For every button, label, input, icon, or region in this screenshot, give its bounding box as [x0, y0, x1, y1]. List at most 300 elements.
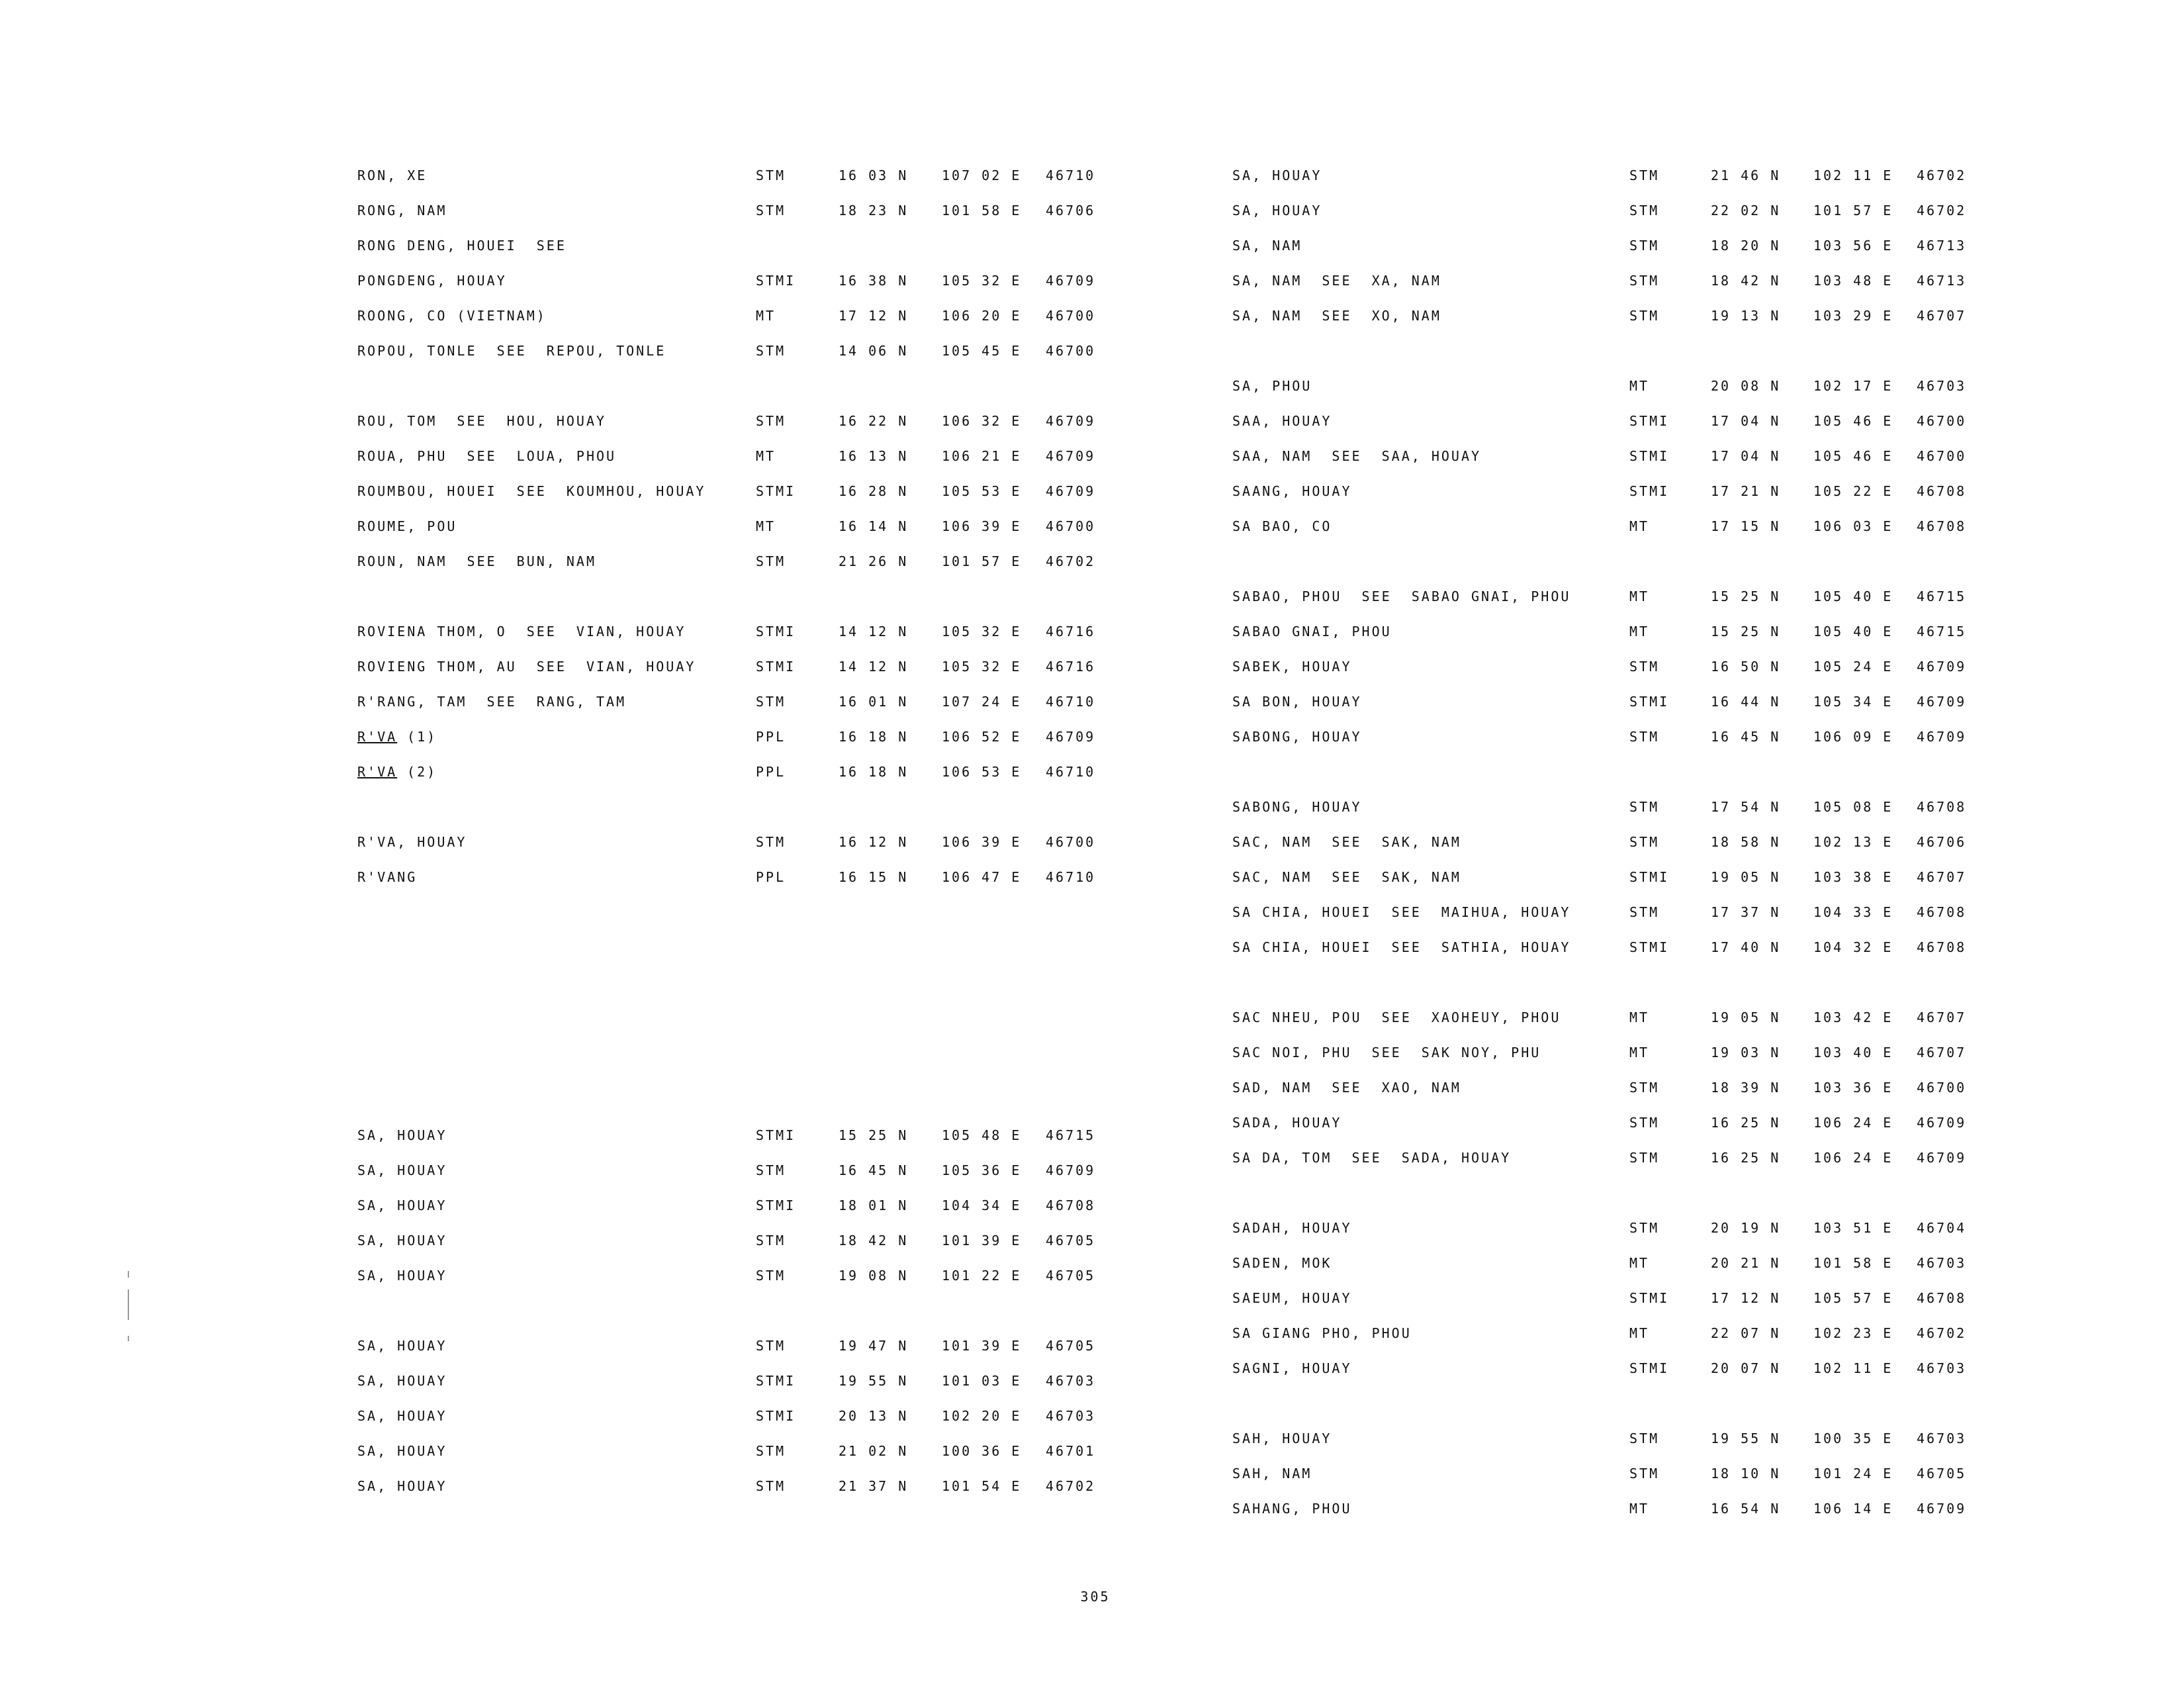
feature-designation: MT: [1629, 1501, 1650, 1517]
scan-margin-mark: [128, 1271, 129, 1278]
map-sheet-code: 46707: [1917, 869, 1967, 885]
feature-designation: MT: [1629, 1045, 1650, 1060]
map-sheet-code: 46701: [1046, 1443, 1096, 1459]
feature-designation: STMI: [756, 659, 796, 675]
longitude: 101 54 E: [942, 1478, 1022, 1494]
map-sheet-code: 46709: [1917, 694, 1967, 710]
latitude: 18 01 N: [839, 1197, 909, 1213]
map-sheet-code: 46715: [1917, 588, 1967, 604]
longitude: 105 32 E: [942, 624, 1022, 639]
latitude: 17 04 N: [1711, 448, 1781, 464]
longitude: 105 34 E: [1813, 694, 1893, 710]
longitude: 105 24 E: [1813, 659, 1893, 675]
place-name: SAH, HOUAY: [1232, 1430, 1332, 1446]
latitude: 21 26 N: [839, 553, 909, 569]
place-name: R'VA: [357, 729, 398, 745]
latitude: 20 08 N: [1711, 378, 1781, 394]
feature-designation: STMI: [756, 273, 796, 289]
map-sheet-code: 46703: [1046, 1373, 1096, 1389]
feature-designation: MT: [756, 518, 776, 534]
scan-margin-mark: [128, 1336, 129, 1341]
feature-designation: STM: [1629, 1466, 1660, 1481]
longitude: 106 53 E: [942, 764, 1022, 780]
map-sheet-code: 46707: [1917, 1045, 1967, 1060]
place-name: SA CHIA, HOUEI SEE SATHIA, HOUAY: [1232, 939, 1571, 955]
gazetteer-entry: [0, 902, 2184, 922]
gazetteer-entry: [0, 797, 2184, 817]
latitude: 15 25 N: [1711, 624, 1781, 639]
map-sheet-code: 46710: [1046, 167, 1096, 183]
map-sheet-code: 46713: [1917, 238, 1967, 254]
map-sheet-code: 46704: [1917, 1220, 1967, 1236]
map-sheet-code: 46708: [1917, 904, 1967, 920]
place-name: SA, HOUAY: [357, 1268, 447, 1284]
gazetteer-entry: [0, 937, 2184, 957]
latitude: 18 23 N: [839, 203, 909, 218]
gazetteer-entry: [0, 1253, 2184, 1273]
longitude: 106 52 E: [942, 729, 1022, 745]
map-sheet-code: 46708: [1046, 1197, 1096, 1213]
map-sheet-code: 46708: [1917, 1290, 1967, 1306]
place-name: SAC, NAM SEE SAK, NAM: [1232, 834, 1461, 850]
gazetteer-entry: [0, 411, 2184, 431]
latitude: 16 03 N: [839, 167, 909, 183]
place-name: SA, HOUAY: [1232, 167, 1322, 183]
latitude: 16 28 N: [839, 483, 909, 499]
latitude: 16 18 N: [839, 764, 909, 780]
latitude: 16 15 N: [839, 869, 909, 885]
latitude: 19 55 N: [839, 1373, 909, 1389]
latitude: 20 19 N: [1711, 1220, 1781, 1236]
entry-qualifier: (2): [397, 764, 437, 780]
longitude: 102 11 E: [1813, 1360, 1893, 1376]
latitude: 19 03 N: [1711, 1045, 1781, 1060]
place-name: SAD, NAM SEE XAO, NAM: [1232, 1080, 1461, 1096]
longitude: 104 32 E: [1813, 939, 1893, 955]
gazetteer-entry: [0, 1043, 2184, 1062]
feature-designation: MT: [1629, 518, 1650, 534]
latitude: 17 12 N: [839, 308, 909, 324]
place-name: SAA, NAM SEE SAA, HOUAY: [1232, 448, 1482, 464]
longitude: 106 03 E: [1813, 518, 1893, 534]
longitude: 106 09 E: [1813, 729, 1893, 745]
longitude: 102 17 E: [1813, 378, 1893, 394]
map-sheet-code: 46702: [1917, 203, 1967, 218]
place-name: R'RANG, TAM SEE RANG, TAM: [357, 694, 627, 710]
feature-designation: MT: [1629, 1325, 1650, 1341]
feature-designation: STM: [756, 1233, 786, 1248]
map-sheet-code: 46703: [1917, 1430, 1967, 1446]
longitude: 102 23 E: [1813, 1325, 1893, 1341]
scan-margin-mark: [128, 1289, 129, 1320]
place-name: R'VA, HOUAY: [357, 834, 467, 850]
feature-designation: STM: [756, 413, 786, 429]
map-sheet-code: 46709: [1046, 729, 1096, 745]
feature-designation: STM: [1629, 273, 1660, 289]
latitude: 19 55 N: [1711, 1430, 1781, 1446]
longitude: 103 42 E: [1813, 1009, 1893, 1025]
gazetteer-entry: [0, 1429, 2184, 1448]
map-sheet-code: 46700: [1917, 1080, 1967, 1096]
longitude: 107 24 E: [942, 694, 1022, 710]
place-name: ROPOU, TONLE SEE REPOU, TONLE: [357, 343, 666, 359]
gazetteer-entry: [0, 446, 2184, 466]
place-name: SAHANG, PHOU: [1232, 1501, 1352, 1517]
map-sheet-code: 46716: [1046, 659, 1096, 675]
gazetteer-entry: [0, 1113, 2184, 1133]
place-name: SA DA, TOM SEE SADA, HOUAY: [1232, 1150, 1512, 1166]
latitude: 18 39 N: [1711, 1080, 1781, 1096]
place-name: SA BON, HOUAY: [1232, 694, 1362, 710]
latitude: 16 44 N: [1711, 694, 1781, 710]
place-name: ROVIENA THOM, O SEE VIAN, HOUAY: [357, 624, 686, 639]
latitude: 19 13 N: [1711, 308, 1781, 324]
latitude: 16 01 N: [839, 694, 909, 710]
place-name: SAC NHEU, POU SEE XAOHEUY, PHOU: [1232, 1009, 1561, 1025]
place-name: SA, HOUAY: [357, 1478, 447, 1494]
map-sheet-code: 46700: [1046, 343, 1096, 359]
feature-designation: STM: [756, 1268, 786, 1284]
latitude: 16 54 N: [1711, 1501, 1781, 1517]
feature-designation: STM: [1629, 203, 1660, 218]
latitude: 15 25 N: [1711, 588, 1781, 604]
feature-designation: STM: [1629, 1115, 1660, 1131]
gazetteer-entry: [0, 586, 2184, 606]
gazetteer-entry: [0, 1358, 2184, 1378]
longitude: 103 29 E: [1813, 308, 1893, 324]
gazetteer-entry: [0, 1499, 2184, 1519]
feature-designation: STMI: [1629, 694, 1670, 710]
place-name: ROUN, NAM SEE BUN, NAM: [357, 553, 596, 569]
map-sheet-code: 46702: [1917, 167, 1967, 183]
map-sheet-code: 46705: [1046, 1338, 1096, 1354]
gazetteer-entry: [0, 376, 2184, 396]
map-sheet-code: 46709: [1917, 659, 1967, 675]
place-name: SA, HOUAY: [357, 1197, 447, 1213]
longitude: 103 51 E: [1813, 1220, 1893, 1236]
place-name: RONG, NAM: [357, 203, 447, 218]
gazetteer-entry: [0, 622, 2184, 641]
latitude: 17 21 N: [1711, 483, 1781, 499]
feature-designation: STMI: [756, 1127, 796, 1143]
longitude: 103 56 E: [1813, 238, 1893, 254]
place-name: SA, HOUAY: [357, 1443, 447, 1459]
feature-designation: STMI: [756, 624, 796, 639]
feature-designation: STMI: [756, 1373, 796, 1389]
latitude: 16 50 N: [1711, 659, 1781, 675]
feature-designation: STM: [756, 1478, 786, 1494]
place-name: ROONG, CO (VIETNAM): [357, 308, 547, 324]
place-name: SA, HOUAY: [1232, 203, 1322, 218]
longitude: 106 14 E: [1813, 1501, 1893, 1517]
feature-designation: STMI: [1629, 483, 1670, 499]
gazetteer-entry: [0, 481, 2184, 501]
latitude: 21 02 N: [839, 1443, 909, 1459]
feature-designation: STM: [756, 167, 786, 183]
gazetteer-entry: [0, 867, 2184, 887]
feature-designation: STM: [1629, 904, 1660, 920]
feature-designation: STM: [756, 694, 786, 710]
latitude: 14 06 N: [839, 343, 909, 359]
feature-designation: STMI: [1629, 1290, 1670, 1306]
longitude: 101 57 E: [1813, 203, 1893, 218]
longitude: 106 39 E: [942, 518, 1022, 534]
map-sheet-code: 46700: [1046, 518, 1096, 534]
latitude: 14 12 N: [839, 659, 909, 675]
map-sheet-code: 46702: [1046, 1478, 1096, 1494]
place-name: SAANG, HOUAY: [1232, 483, 1352, 499]
map-sheet-code: 46700: [1046, 308, 1096, 324]
latitude: 16 18 N: [839, 729, 909, 745]
place-name: ROVIENG THOM, AU SEE VIAN, HOUAY: [357, 659, 696, 675]
longitude: 103 38 E: [1813, 869, 1893, 885]
map-sheet-code: 46700: [1917, 448, 1967, 464]
feature-designation: MT: [1629, 1009, 1650, 1025]
latitude: 14 12 N: [839, 624, 909, 639]
place-name: SA, HOUAY: [357, 1408, 447, 1424]
map-sheet-code: 46709: [1046, 413, 1096, 429]
place-name: SABEK, HOUAY: [1232, 659, 1352, 675]
place-name: SA, NAM: [1232, 238, 1302, 254]
longitude: 105 36 E: [942, 1162, 1022, 1178]
feature-designation: MT: [1629, 588, 1650, 604]
feature-designation: MT: [1629, 378, 1650, 394]
place-name: SAH, NAM: [1232, 1466, 1312, 1481]
map-sheet-code: 46708: [1917, 799, 1967, 815]
place-name: SAA, HOUAY: [1232, 413, 1332, 429]
latitude: 16 45 N: [839, 1162, 909, 1178]
longitude: 100 36 E: [942, 1443, 1022, 1459]
latitude: 22 02 N: [1711, 203, 1781, 218]
map-sheet-code: 46700: [1046, 834, 1096, 850]
feature-designation: STMI: [756, 483, 796, 499]
feature-designation: STM: [756, 1162, 786, 1178]
longitude: 105 46 E: [1813, 448, 1893, 464]
latitude: 20 13 N: [839, 1408, 909, 1424]
longitude: 102 20 E: [942, 1408, 1022, 1424]
feature-designation: STMI: [756, 1197, 796, 1213]
longitude: 101 39 E: [942, 1338, 1022, 1354]
place-name: RONG DENG, HOUEI SEE: [357, 238, 567, 254]
place-name: SAC, NAM SEE SAK, NAM: [1232, 869, 1461, 885]
map-sheet-code: 46709: [1046, 483, 1096, 499]
map-sheet-code: 46708: [1917, 483, 1967, 499]
map-sheet-code: 46710: [1046, 694, 1096, 710]
place-name: PONGDENG, HOUAY: [357, 273, 507, 289]
feature-designation: STM: [756, 1338, 786, 1354]
longitude: 105 08 E: [1813, 799, 1893, 815]
map-sheet-code: 46702: [1046, 553, 1096, 569]
latitude: 18 42 N: [839, 1233, 909, 1248]
place-name: SA, HOUAY: [357, 1373, 447, 1389]
place-name: SADA, HOUAY: [1232, 1115, 1342, 1131]
gazetteer-entry: [0, 727, 2184, 747]
place-name: SA, NAM SEE XA, NAM: [1232, 273, 1441, 289]
feature-designation: STM: [1629, 308, 1660, 324]
longitude: 106 47 E: [942, 869, 1022, 885]
place-name: SA GIANG PHO, PHOU: [1232, 1325, 1412, 1341]
map-sheet-code: 46705: [1917, 1466, 1967, 1481]
place-name: SA BAO, CO: [1232, 518, 1332, 534]
longitude: 104 34 E: [942, 1197, 1022, 1213]
place-name: RON, XE: [357, 167, 428, 183]
map-sheet-code: 46703: [1917, 1255, 1967, 1271]
gazetteer-entry: [0, 1148, 2184, 1168]
feature-designation: STMI: [756, 1408, 796, 1424]
map-sheet-code: 46703: [1917, 378, 1967, 394]
longitude: 105 46 E: [1813, 413, 1893, 429]
place-name: SA, HOUAY: [357, 1233, 447, 1248]
feature-designation: PPL: [756, 729, 786, 745]
latitude: 18 42 N: [1711, 273, 1781, 289]
feature-designation: STMI: [1629, 448, 1670, 464]
place-name: SABONG, HOUAY: [1232, 799, 1362, 815]
latitude: 16 12 N: [839, 834, 909, 850]
latitude: 16 45 N: [1711, 729, 1781, 745]
map-sheet-code: 46703: [1917, 1360, 1967, 1376]
longitude: 106 24 E: [1813, 1115, 1893, 1131]
feature-designation: STM: [1629, 1220, 1660, 1236]
map-sheet-code: 46708: [1917, 939, 1967, 955]
place-name: SABONG, HOUAY: [1232, 729, 1362, 745]
map-sheet-code: 46709: [1917, 1115, 1967, 1131]
longitude: 100 35 E: [1813, 1430, 1893, 1446]
place-name: SA CHIA, HOUEI SEE MAIHUA, HOUAY: [1232, 904, 1571, 920]
gazetteer-entry: [0, 516, 2184, 536]
map-sheet-code: 46713: [1917, 273, 1967, 289]
map-sheet-code: 46708: [1917, 518, 1967, 534]
feature-designation: STM: [1629, 729, 1660, 745]
map-sheet-code: 46710: [1046, 764, 1096, 780]
gazetteer-entry: [0, 1078, 2184, 1098]
latitude: 21 37 N: [839, 1478, 909, 1494]
latitude: 16 25 N: [1711, 1150, 1781, 1166]
place-name: SADEN, MOK: [1232, 1255, 1332, 1271]
longitude: 102 13 E: [1813, 834, 1893, 850]
longitude: 106 20 E: [942, 308, 1022, 324]
longitude: 107 02 E: [942, 167, 1022, 183]
feature-designation: STM: [1629, 167, 1660, 183]
latitude: 16 25 N: [1711, 1115, 1781, 1131]
map-sheet-code: 46709: [1046, 273, 1096, 289]
longitude: 105 22 E: [1813, 483, 1893, 499]
latitude: 18 20 N: [1711, 238, 1781, 254]
gazetteer-entry: [0, 1323, 2184, 1343]
feature-designation: STM: [1629, 834, 1660, 850]
place-name: SABAO GNAI, PHOU: [1232, 624, 1392, 639]
gazetteer-entry: [0, 1008, 2184, 1027]
latitude: 17 54 N: [1711, 799, 1781, 815]
feature-designation: STM: [756, 834, 786, 850]
longitude: 105 57 E: [1813, 1290, 1893, 1306]
map-sheet-code: 46709: [1046, 448, 1096, 464]
map-sheet-code: 46705: [1046, 1233, 1096, 1248]
feature-designation: STM: [1629, 1430, 1660, 1446]
feature-designation: STM: [756, 203, 786, 218]
feature-designation: STMI: [1629, 869, 1670, 885]
gazetteer-entry: [0, 657, 2184, 677]
feature-designation: STMI: [1629, 413, 1670, 429]
latitude: 18 58 N: [1711, 834, 1781, 850]
latitude: 20 21 N: [1711, 1255, 1781, 1271]
feature-designation: STM: [1629, 799, 1660, 815]
place-name: SAEUM, HOUAY: [1232, 1290, 1352, 1306]
place-name: SA, HOUAY: [357, 1127, 447, 1143]
latitude: 15 25 N: [839, 1127, 909, 1143]
latitude: 18 10 N: [1711, 1466, 1781, 1481]
feature-designation: STM: [756, 553, 786, 569]
feature-designation: MT: [1629, 624, 1650, 639]
feature-designation: MT: [1629, 1255, 1650, 1271]
place-name: R'VANG: [357, 869, 418, 885]
latitude: 16 14 N: [839, 518, 909, 534]
map-sheet-code: 46710: [1046, 869, 1096, 885]
gazetteer-entry: [0, 1218, 2184, 1238]
longitude: 101 03 E: [942, 1373, 1022, 1389]
map-sheet-code: 46709: [1917, 1150, 1967, 1166]
feature-designation: STM: [1629, 659, 1660, 675]
longitude: 105 45 E: [942, 343, 1022, 359]
place-name: SAC NOI, PHU SEE SAK NOY, PHU: [1232, 1045, 1541, 1060]
latitude: 17 15 N: [1711, 518, 1781, 534]
longitude: 103 40 E: [1813, 1045, 1893, 1060]
map-sheet-code: 46709: [1917, 729, 1967, 745]
place-name: ROUA, PHU SEE LOUA, PHOU: [357, 448, 617, 464]
map-sheet-code: 46709: [1046, 1162, 1096, 1178]
latitude: 16 22 N: [839, 413, 909, 429]
place-name: SADAH, HOUAY: [1232, 1220, 1352, 1236]
gazetteer-entry: [0, 1288, 2184, 1308]
longitude: 103 36 E: [1813, 1080, 1893, 1096]
longitude: 101 24 E: [1813, 1466, 1893, 1481]
gazetteer-entry: [0, 165, 2184, 185]
place-name: SAGNI, HOUAY: [1232, 1360, 1352, 1376]
longitude: 106 39 E: [942, 834, 1022, 850]
place-name: SA, HOUAY: [357, 1162, 447, 1178]
gazetteer-entry: [0, 692, 2184, 712]
longitude: 101 57 E: [942, 553, 1022, 569]
latitude: 17 04 N: [1711, 413, 1781, 429]
latitude: 17 12 N: [1711, 1290, 1781, 1306]
longitude: 104 33 E: [1813, 904, 1893, 920]
feature-designation: PPL: [756, 764, 786, 780]
longitude: 101 58 E: [942, 203, 1022, 218]
place-name: SA, HOUAY: [357, 1338, 447, 1354]
feature-designation: MT: [756, 448, 776, 464]
longitude: 101 22 E: [942, 1268, 1022, 1284]
map-sheet-code: 46706: [1046, 203, 1096, 218]
latitude: 19 05 N: [1711, 1009, 1781, 1025]
gazetteer-entry: [0, 832, 2184, 852]
place-name: R'VA: [357, 764, 398, 780]
feature-designation: STM: [756, 1443, 786, 1459]
latitude: 19 05 N: [1711, 869, 1781, 885]
map-sheet-code: 46705: [1046, 1268, 1096, 1284]
latitude: 22 07 N: [1711, 1325, 1781, 1341]
feature-designation: STMI: [1629, 1360, 1670, 1376]
feature-designation: STMI: [1629, 939, 1670, 955]
longitude: 105 40 E: [1813, 588, 1893, 604]
gazetteer-entry: [0, 306, 2184, 326]
feature-designation: PPL: [756, 869, 786, 885]
map-sheet-code: 46707: [1917, 1009, 1967, 1025]
longitude: 106 24 E: [1813, 1150, 1893, 1166]
map-sheet-code: 46702: [1917, 1325, 1967, 1341]
map-sheet-code: 46700: [1917, 413, 1967, 429]
feature-designation: STM: [1629, 1080, 1660, 1096]
gazetteer-entry: [0, 1464, 2184, 1483]
map-sheet-code: 46707: [1917, 308, 1967, 324]
